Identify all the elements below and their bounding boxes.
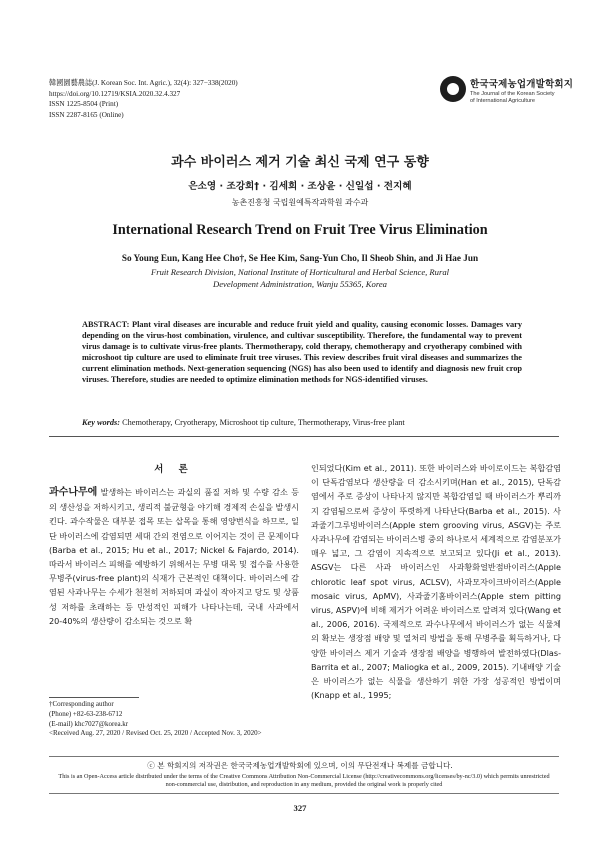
journal-header: [49, 78, 238, 120]
keywords-list: Chemotherapy, Cryotherapy, Microshoot tip culture, Thermotherapy, Virus-free plant: [122, 418, 405, 427]
affiliation-english: [100, 267, 500, 290]
authors-korean: 은소영 · 조강희† · 김세희 · 조상윤 · 신일섭 · 전지혜: [188, 181, 412, 192]
intro-paragraph-1: 발생하는 바이러스는 과실의 품질 저하 및 수량 감소 등의 생산성을 저하시키고, 생리적 불균형을 야기해 경제적 손실을 발생시킨다. 과수작물은 대부분 접목 또는 삽목을 통해 영양번식을 하므로, 일단 바이러스에 감염되면 세대 간의 전염으로 이어지는 것이 큰 문제이다(Barba et al., 2015; Hu et al., 2017; Nickel & Fajardo, 2014). 따라서 바이러스 피해를 예방하기 위해서는 무병 대목 및 접수를 사용한 무병주(virus-free plant)의 식재가 근본적인 대책이다. 바이러스에 감염된 사과나무는 수세가 천천히 저하되며 과실이 작아지고 당도 및 상품성 저하를 초래하는 등 만성적인 피해가 나타나는데, 국내 사과에서 20-40%의 생산량이 감소되는 것으로 확: [49, 487, 299, 626]
society-emblem-icon: [440, 76, 466, 102]
section-title-introduction: 서 론: [154, 464, 194, 475]
keywords: [82, 418, 522, 427]
footnote-dates: <Received Aug. 27, 2020 / Revised Oct. 25, 2020 / Accepted Nov. 3, 2020>: [49, 729, 262, 738]
body-column-right: [311, 461, 561, 702]
keywords-label: Key words:: [82, 418, 121, 427]
footnote-phone: (Phone) +82-63-238-6712: [49, 709, 123, 718]
authors-english: So Young Eun, Kang Hee Cho†, Se Hee Kim, Sang-Yun Cho, Il Sheob Shin, and Ji Hae Jun: [121, 253, 479, 263]
affiliation-english-line1: Fruit Research Division, National Institute of Horticultural and Herbal Science, Rural: [150, 267, 450, 277]
footnote-corresponding: †Corresponding author: [49, 700, 114, 708]
body-column-left: [49, 485, 299, 628]
abstract-divider: [49, 436, 559, 437]
abstract: ABSTRACT: Plant viral diseases are incurable and reduce fruit yield and quality, causing economic losses. Damages vary depending on the virus-host combination, virulence, and cultivar susceptibility. Therefore, the fundamental way to prevent virus damage is to cultivate virus-free plants. Thermotherapy, cold therapy, chemotherapy and cryotherapy combined with microshoot tip culture are used to eliminate fruit tree viruses. This review describes fruit viral diseases and summarizes the current elimination methods. Next-generation sequencing (NGS) has also been used to identify and diagnosis new fruit crop viruses. Therefore, studies are needed to optimize elimination methods for NGS-identified viruses.: [82, 320, 522, 384]
citation-line: 韓國園藝農誌(J. Korean Soc. Int. Agric.), 32(4): 327−338(2020): [49, 79, 238, 87]
society-name-en: [470, 91, 555, 105]
title-english: International Research Trend on Fruit Tree Virus Elimination: [112, 222, 488, 238]
society-name-en-line2: of International Agriculture: [470, 98, 535, 104]
footnote-email[interactable]: (E-mail) khc7027@korea.kr: [49, 719, 129, 728]
society-name-kr: 한국국제농업개발학회지: [470, 79, 574, 90]
affiliation-english-line2: Development Administration, Wanju 55365, Korea: [213, 278, 387, 289]
lead-word: 과수나무에: [49, 487, 98, 498]
doi-link[interactable]: https://doi.org/10.12719/KSIA.2020.32.4.327: [49, 89, 181, 98]
society-logo: [440, 74, 574, 114]
open-access-license: This is an Open-Access article distributed under the terms of the Creative Commons Attribution Non-Commercial License (http://creativecommons.org/licenses/by-nc/3.0) which permits unrestricted non-commercial use, distribution, and reproduction in any medium, provided the original work is properly cited: [58, 773, 550, 789]
issn-print: ISSN 1225-8504 (Print): [49, 100, 119, 109]
affiliation-korean: 농촌진흥청 국립원예특작과학원 과수과: [231, 198, 369, 207]
copyright-notice-kr: ⓒ 본 학회지의 저작권은 한국국제농업개발학회에 있으며, 이의 무단전재나 복제를 금합니다.: [147, 761, 453, 770]
footnote-divider: [49, 697, 139, 698]
society-name-en-line1: The Journal of the Korean Society: [470, 91, 555, 97]
title-korean: 과수 바이러스 제거 기술 최신 국제 연구 동향: [171, 155, 429, 170]
page-number: 327: [293, 803, 307, 813]
intro-paragraph-2: 인되었다(Kim et al., 2011). 또한 바이러스와 바이로이드는 복합감염이 단독감염보다 생산량을 더 감소시키며(Han et al., 2015), 단독감염에서 주로 증상이 나타나지 않지만 복합감염일 때 바이러스가 뿌리까지 감염됨으로써 증상이 뚜렷하게 나타난다(Barba et al., 2015). 사과줄기그루빙바이러스(Apple stem grooving virus, ASGV)는 주로 사과나무에 감염되는 바이러스병 중의 하나로서 세계적으로 감염분포가 매우 넓고, 그 감염이 지속적으로 보고되고 있다(Ji et al., 2013). ASGV는 다른 사과 바이러스인 사과황화얼반점바이러스(Apple chlorotic leaf spot virus, ACLSV), 사과모자이크바이러스(Apple mosaic virus, ApMV), 사과줄기홈바이러스(Apple stem pitting virus, ASPV)에 비해 제거가 어려운 바이러스로 알려져 있다(Wang et al., 2006, 2016). 국제적으로 과수나무에서 바이러스가 없는 식물체의 확보는 생장점 배양 및 열처리 방법을 통해 무병주를 획득하거나, 다양한 바이러스 제거 기술과 생장점 배양을 병행하여 발전하였다(Dlas-Barrita et al., 2007; Maliogka et al., 2009, 2015). 기내배양 기술은 바이러스가 없는 식물을 생산하기 위한 가장 성공적인 방법이며(Knapp et al., 1995;: [311, 463, 561, 701]
corresponding-author-footnote: [49, 700, 262, 739]
issn-online: ISSN 2287-8165 (Online): [49, 110, 124, 119]
